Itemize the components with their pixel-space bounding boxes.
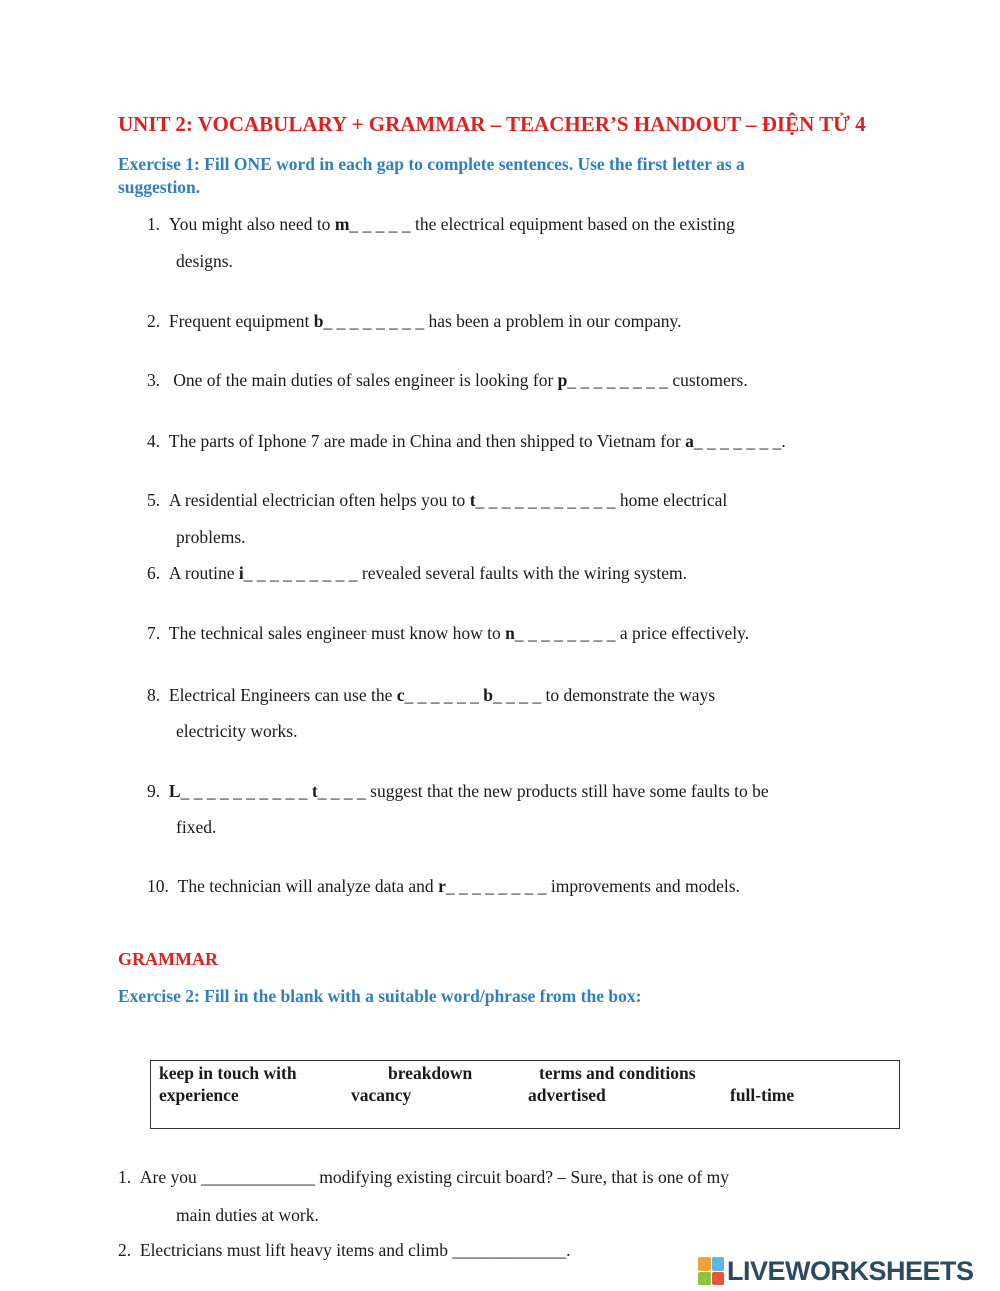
page-title: UNIT 2: VOCABULARY + GRAMMAR – TEACHER’S HANDOUT – ĐIỆN TỬ 4	[118, 112, 866, 136]
exercise1-item-7	[147, 623, 749, 644]
exercise1-item-9-cont: fixed.	[176, 817, 217, 837]
gap-blank[interactable]: _ _ _ _	[317, 781, 366, 801]
exercise2-item-2	[118, 1240, 571, 1261]
gap-blank[interactable]: _ _ _ _ _ _ _ _	[323, 311, 425, 331]
exercise1-item-1	[147, 214, 735, 235]
gap-blank[interactable]: _ _ _ _ _ _ _ _ _	[243, 563, 358, 583]
exercise1-item-3	[147, 370, 748, 391]
item-post: .	[781, 431, 786, 451]
item-post: improvements and models.	[546, 876, 740, 896]
hint-letter: p	[557, 370, 568, 390]
liveworksheets-logo	[698, 1254, 974, 1288]
word-option: full-time	[730, 1085, 795, 1105]
gap-blank[interactable]: _ _ _ _ _ _ _ _ _ _ _	[475, 490, 616, 510]
item-post: has been a problem in our company.	[424, 311, 682, 331]
gap-blank[interactable]: _ _ _ _ _ _ _ _ _ _	[180, 781, 308, 801]
exercise1-item-1-cont: designs.	[176, 251, 233, 271]
item-number: 5.	[147, 490, 161, 510]
item-post: revealed several faults with the wiring system.	[357, 563, 687, 583]
gap-blank[interactable]: _ _ _ _ _ _ _ _	[445, 876, 547, 896]
item-pre: The technical sales engineer must know how to	[168, 623, 506, 643]
hint-letter: i	[238, 563, 244, 583]
item-number: 2.	[118, 1240, 132, 1260]
item-post: a price effectively.	[615, 623, 750, 643]
item-post: home electrical	[615, 490, 728, 510]
exercise1-item-4	[147, 431, 786, 452]
exercise1-item-9	[147, 781, 769, 802]
gap-blank[interactable]: _ _ _ _ _ _ _ _	[567, 370, 669, 390]
gap-blank[interactable]: _ _ _ _	[493, 685, 542, 705]
hint-letter: b	[483, 685, 494, 705]
exercise2-item-1-cont: main duties at work.	[176, 1205, 319, 1225]
item-number: 6.	[147, 563, 161, 583]
item-number: 10.	[147, 876, 169, 896]
exercise1-item-5-cont: problems.	[176, 527, 246, 547]
hint-letter: t	[469, 490, 476, 510]
hint-letter: L	[168, 781, 181, 801]
logo-mark-icon	[698, 1257, 724, 1285]
word-option: terms and conditions	[539, 1063, 696, 1083]
logo-text: LIVEWORKSHEETS	[727, 1255, 974, 1286]
word-option: keep in touch with	[159, 1063, 297, 1083]
item-post: suggest that the new products still have some faults to be	[365, 781, 769, 801]
exercise2-heading: Exercise 2: Fill in the blank with a suitable word/phrase from the box:	[118, 986, 642, 1006]
item-pre: One of the main duties of sales engineer is looking for	[168, 370, 558, 390]
hint-letter: m	[334, 214, 350, 234]
item-number: 7.	[147, 623, 161, 643]
word-option: experience	[159, 1085, 239, 1105]
item-pre: A residential electrician often helps you to	[168, 490, 470, 510]
item-pre: You might also need to	[168, 214, 335, 234]
exercise1-item-5	[147, 490, 727, 511]
item-number: 2.	[147, 311, 161, 331]
hint-letter: c	[396, 685, 405, 705]
item-pre: Electrical Engineers can use the	[168, 685, 397, 705]
hint-letter: b	[313, 311, 324, 331]
item-pre: The parts of Iphone 7 are made in China and then shipped to Vietnam for	[168, 431, 686, 451]
item-number: 4.	[147, 431, 161, 451]
gap-blank[interactable]: _ _ _ _ _ _ _	[693, 431, 782, 451]
item-number: 9.	[147, 781, 161, 801]
exercise1-heading-line2: suggestion.	[118, 177, 201, 197]
word-option: vacancy	[351, 1085, 412, 1105]
item-post: customers.	[668, 370, 748, 390]
word-option: breakdown	[388, 1063, 473, 1083]
exercise2-item-1	[118, 1167, 729, 1188]
item-number: 8.	[147, 685, 161, 705]
item-pre: A routine	[168, 563, 239, 583]
item-number: 1.	[147, 214, 161, 234]
exercise1-item-2	[147, 311, 681, 332]
item-text: Are you _____________ modifying existing circuit board? – Sure, that is one of my	[139, 1167, 729, 1187]
hint-letter: n	[505, 623, 515, 643]
exercise1-heading-line1: Exercise 1: Fill ONE word in each gap to complete sentences. Use the first letter as a	[118, 154, 745, 174]
gap-blank[interactable]: _ _ _ _ _ _ _ _	[514, 623, 616, 643]
item-post: the electrical equipment based on the existing	[410, 214, 735, 234]
word-box	[150, 1060, 900, 1129]
item-number: 3.	[147, 370, 161, 390]
item-number: 1.	[118, 1167, 132, 1187]
word-option: advertised	[528, 1085, 606, 1105]
item-text: Electricians must lift heavy items and climb _____________.	[139, 1240, 571, 1260]
exercise1-item-8	[147, 685, 715, 706]
exercise1-item-10	[147, 876, 740, 897]
grammar-heading: GRAMMAR	[118, 949, 218, 969]
item-post: to demonstrate the ways	[541, 685, 716, 705]
gap-blank[interactable]: _ _ _ _ _	[349, 214, 411, 234]
hint-letter: t	[311, 781, 318, 801]
exercise1-item-6	[147, 563, 687, 584]
hint-letter: a	[685, 431, 694, 451]
gap-blank[interactable]: _ _ _ _ _ _	[404, 685, 479, 705]
item-pre: The technician will analyze data and	[177, 876, 439, 896]
exercise1-item-8-cont: electricity works.	[176, 721, 298, 741]
hint-letter: r	[438, 876, 446, 896]
item-pre: Frequent equipment	[168, 311, 314, 331]
